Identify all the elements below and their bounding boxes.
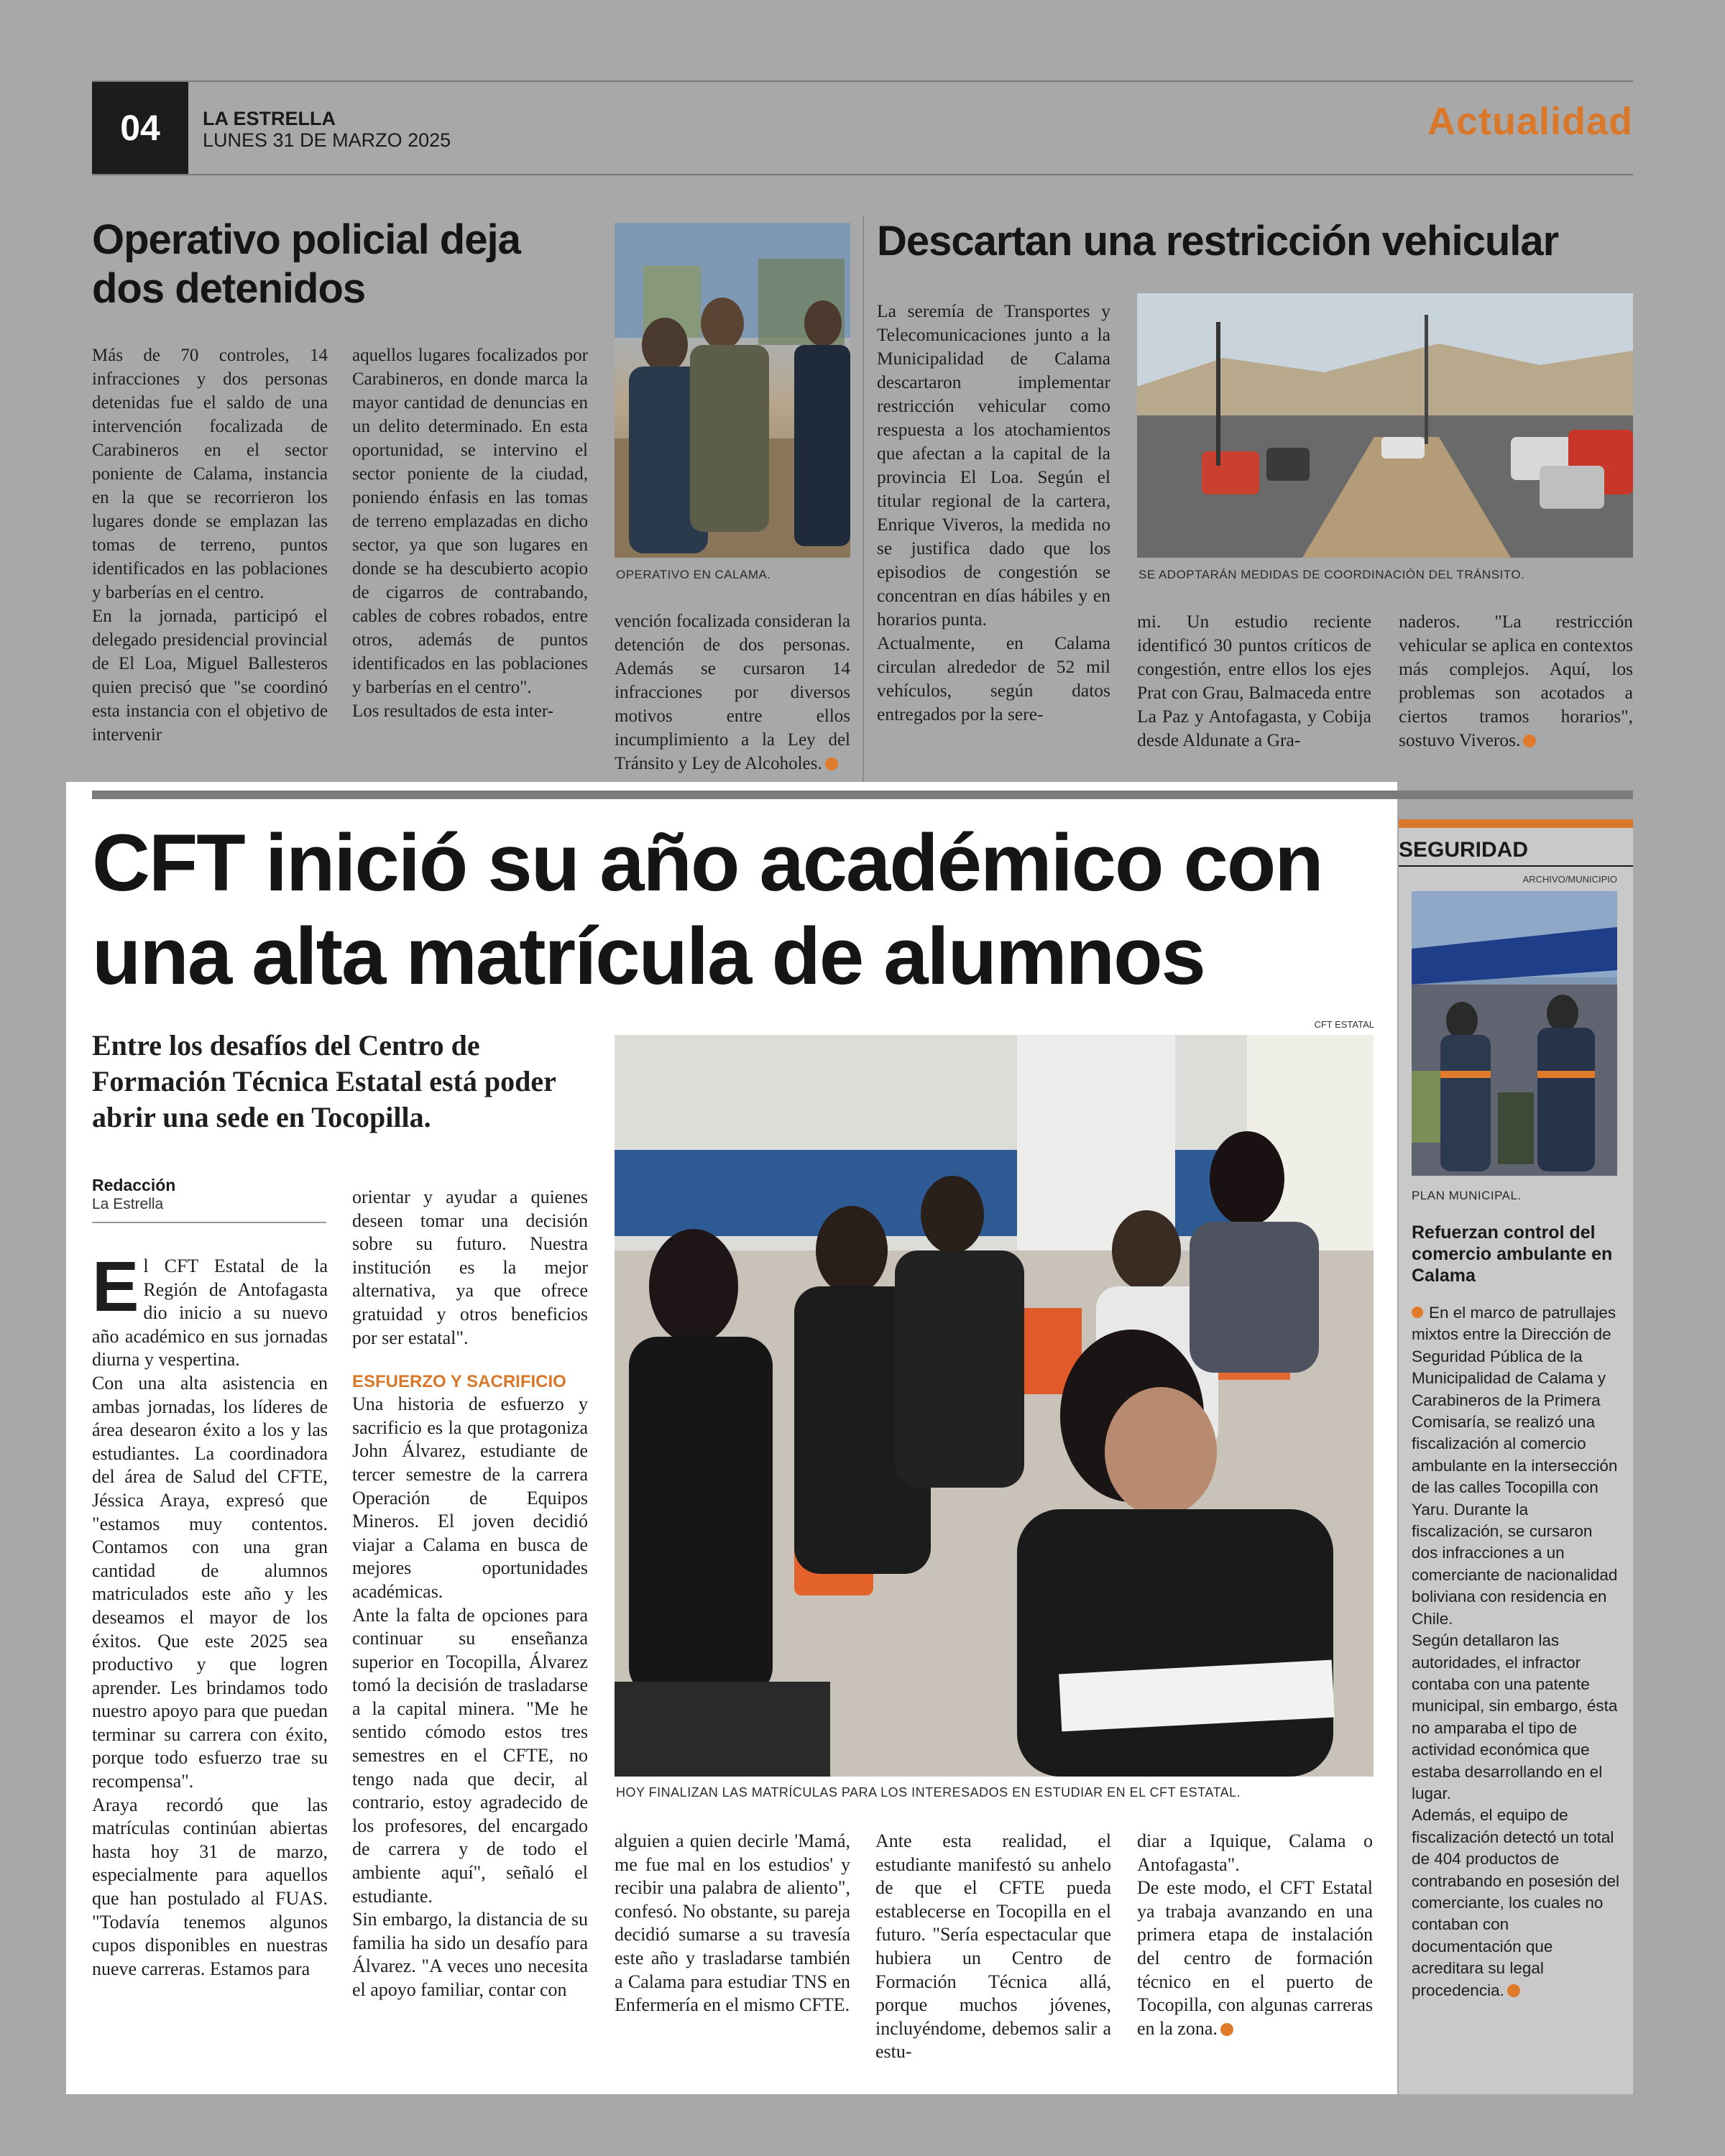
story1-column-2 [352,344,588,775]
dropcap: E [92,1255,139,1326]
main-subsection-heading: ESFUERZO Y SACRIFICIO [352,1372,566,1392]
story1-headline-line2: dos detenidos [92,265,366,312]
header-top-rule [92,80,1633,82]
main-paragraph: Con una alta asistencia en ambas jornadas, los líderes de área desearon éxito a los y las estudiantes. La coordinadora del área de Salud del CFTE, Jéssica Araya, expresó que "estamos muy contentos. Contamos con una gran cantidad de alumnos matriculados este año y les deseamos el mayor de los éxitos. Que este 2025 sea productivo y que logren aprender. Les brindamos todo nuestro apoyo para que puedan terminar su carrera con éxito, porque todo esfuerzo trae su recompensa". [92,1372,328,1792]
end-of-story-icon [1523,734,1536,747]
main-intro-text: l CFT Estatal de la Región de Antofagasta dio inicio a su nuevo año académico en sus jornadas diurna y vespertina. [92,1256,328,1370]
story2-photo [1137,293,1633,558]
story2-paragraph: Actualmente, en Calama circulan alrededor de 52 mil vehículos, según datos entregados por la sere- [877,632,1110,724]
story1-paragraph: En la jornada, participó el delegado presidencial provincial de El Loa, Miguel Ballesteros quien precisó que "se coordinó esta instancia con el objetivo de intervenir [92,607,328,745]
sidebar-paragraph [1412,1805,1620,2001]
students-classroom-illustration [615,1035,1374,1777]
story2-column-2 [1137,609,1371,779]
story1-headline-line1: Operativo policial deja [92,216,520,263]
sidebar-intro-text: En el marco de patrullajes mixtos entre la Dirección de Seguridad Pública de la Municipalidad de Calama y Carabineros de la Primera Comisaría, se realizó una fiscalización al comercio ambulante en la intersección de las calles Tocopilla con Yaru. Durante la fiscalización, se cursaron dos infracciones a un comerciante de nacionalidad boliviana con residencia en Chile. [1412,1304,1618,1628]
main-paragraph: Ante esta realidad, el estudiante manifestó su anhelo de que el CFTE pueda establecerse en Tocopilla en el futuro. "Sería espectacular que hubiera un Centro de Formación Técnica allá, porque muchos jóvenes, incluyéndome, debemos salir a estu- [875,1830,1111,2063]
end-of-story-icon [825,757,838,770]
story2-paragraph: La seremía de Transportes y Telecomunicaciones junto a la Municipalidad de Calama descartaron implementar restricción vehicular como respuesta a los atochamientos que afectan a la capital de la provincia El Loa. Según el titular regional de la cartera, Enrique Viveros, la medida no se justifica dado que los episodios de congestión se concentran en días hábiles y en horarios punta. [877,300,1110,630]
sidebar-photo [1412,891,1617,1176]
sidebar-paragraph [1412,1302,1620,1630]
story1-photo [615,223,850,558]
newspaper-name: LA ESTRELLA [203,108,336,129]
sidebar-photo-credit: ARCHIVO/MUNICIPIO [1522,874,1617,885]
main-photo [615,1035,1374,1777]
story1-paragraph: aquellos lugares focalizados por Carabineros, en donde marca la mayor cantidad de denuncias en un delito determinado. En esta oportunidad, se intervino el sector poniente de la ciudad, poniendo énfasis en las tomas de terreno emplazadas en dicho sector, ya que son lugares en donde se ha descubierto acopio de cigarros de contrabando, cables de cobres robados, entre otros, además de puntos identificados en las poblaciones y barberías en el centro". [352,346,588,697]
main-paragraph: alguien a quien decirle 'Mamá, me fue mal en los estudios' y recibir una palabra de aliento", confesó. No obstante, su pareja decidió sumarse a su travesía este año y trasladarse también a Calama para estudiar TNS en Enfermería en el mismo CFTE. [615,1830,850,2016]
main-headline-line1: CFT inició su año académico con [92,818,1322,908]
main-column-3 [615,1830,850,2074]
sidebar-top-rule [1399,819,1633,828]
sidebar-final-text: Además, el equipo de fiscalización detectó un total de 404 productos de contrabando en posesión del comerciante, los cuales no contaban con documentación que acreditara su legal procedencia. [1412,1806,1619,1999]
story2-paragraph [1399,609,1633,752]
sidebar-section-rule [1399,865,1633,867]
page-number-box [92,82,188,174]
story2-headline: Descartan una restricción vehicular [877,218,1559,264]
story2-final-text: naderos. "La restricción vehicular se aplica en contextos más complejos. Aquí, los problemas son acotados a ciertos tramos horarios", sostuvo Viveros. [1399,611,1633,750]
main-paragraph [92,1255,328,1372]
story1-photo-caption: OPERATIVO EN CALAMA. [616,568,771,581]
traffic-street-illustration [1137,293,1633,558]
main-column-4 [875,1830,1111,2074]
main-paragraph: Araya recordó que las matrículas continúan abiertas hasta hoy 31 de marzo, especialmente para aquellos que han postulado al FUAS. "Todavía tenemos algunos cupos disponibles en nuestras nueve carreras. Estamos para [92,1794,328,1979]
story2-column-1 [877,299,1110,780]
main-column-5 [1137,1830,1373,2074]
main-paragraph: diar a Iquique, Calama o Antofagasta". [1137,1830,1373,1875]
sidebar-headline: Refuerzan control del comercio ambulante en Calama [1412,1222,1613,1286]
issue-date: LUNES 31 DE MARZO 2025 [203,129,451,151]
byline-name: Redacción [92,1176,176,1194]
story2-photo-caption: SE ADOPTARÁN MEDIDAS DE COORDINACIÓN DEL TRÁNSITO. [1138,568,1525,581]
sidebar-body [1412,1302,1620,2001]
main-paragraph: orientar y ayudar a quienes deseen tomar una decisión sobre su futuro. Nuestra institución es la mejor alternativa, ya que ofrece gratuidad y otros beneficios por ser estatal". [352,1187,588,1348]
main-column-2 [352,1186,588,2074]
main-headline-line2: una alta matrícula de alumnos [92,911,1205,1001]
sidebar-paragraph: Según detallaron las autoridades, el infractor contaba con una patente municipal, sin embargo, ésta no amparaba el tipo de actividad económica que estaba desarrollando en el lugar. [1412,1631,1618,1802]
vendor-inspection-illustration [1412,891,1617,1176]
header-bottom-rule [92,174,1633,175]
main-paragraph: Ante la falta de opciones para continuar su enseñanza superior en Tocopilla, Álvarez tomó la decisión de trasladarse a la capital minera. "Me he sentido cómodo estos tres semestres en el CFTE, no tengo nada que decir, al contrario, estoy agradecido de los profesores, del encargado de carrera y de todo el ambiente aquí", señaló el estudiante. [352,1604,588,1907]
police-officers-illustration [615,223,850,558]
main-paragraph [1137,1876,1373,2040]
end-of-story-icon [1507,1984,1520,1997]
story1-final-text: vención focalizada consideran la detención de dos personas. Además se cursaron 14 infracciones por diversos motivos entre ellos incumplimiento a la Ley del Tránsito y Ley de Alcoholes. [615,612,850,773]
story1-paragraph: Los resultados de esta inter- [352,701,553,721]
story2-paragraph: mi. Un estudio reciente identificó 30 puntos críticos de congestión, entre ellos los ejes Prat con Grau, Balmaceda entre La Paz y Antofagasta, y Cobija desde Aldunate a Gra- [1137,611,1371,750]
main-paragraph: Sin embargo, la distancia de su familia ha sido un desafío para Álvarez. "A veces uno necesita el apoyo familiar, contar con [352,1909,588,2000]
main-headline [92,816,1386,1003]
sidebar-bullet-icon [1412,1307,1423,1318]
sidebar-section-label: SEGURIDAD [1399,838,1529,862]
story1-column-3 [615,609,850,779]
story1-paragraph: Más de 70 controles, 14 infracciones y dos personas detenidas fue el saldo de una intervención focalizada de Carabineros en el sector poniente de Calama, instancia en la que se recorrieron los lugares donde se emplazan las tomas de terreno, puntos identificados en las poblaciones y barberías en el centro. [92,346,328,602]
main-photo-credit: CFT ESTATAL [1314,1019,1374,1030]
end-of-story-icon [1220,2023,1233,2036]
story1-column-1 [92,344,328,775]
main-story-top-rule [92,791,1633,799]
main-subhead: Entre los desafíos del Centro de Formación Técnica Estatal está poder abrir una sede en Tocopilla. [92,1029,556,1133]
story1-paragraph [615,609,850,775]
section-name: Actualidad [1427,100,1633,143]
story2-column-3 [1399,609,1633,779]
story1-headline [92,216,595,313]
main-paragraph: Una historia de esfuerzo y sacrificio es la que protagoniza John Álvarez, estudiante de tercer semestre de la carrera Operación de Equipos Mineros. El joven decidió viajar a Calama en busca de mejores oportunidades académicas. [352,1393,588,1602]
byline-rule [92,1222,326,1223]
page-number: 04 [120,108,160,148]
main-final-text: De este modo, el CFT Estatal ya trabaja avanzando en una primera etapa de instalación del centro de formación técnico en el puerto de Tocopilla, con algunas carreras en la zona. [1137,1877,1373,2039]
main-column-1 [92,1255,328,2074]
main-photo-caption: HOY FINALIZAN LAS MATRÍCULAS PARA LOS INTERESADOS EN ESTUDIAR EN EL CFT ESTATAL. [616,1785,1241,1800]
byline-outlet: La Estrella [92,1196,164,1212]
column-divider [862,216,864,783]
sidebar-photo-caption: PLAN MUNICIPAL. [1412,1189,1522,1202]
